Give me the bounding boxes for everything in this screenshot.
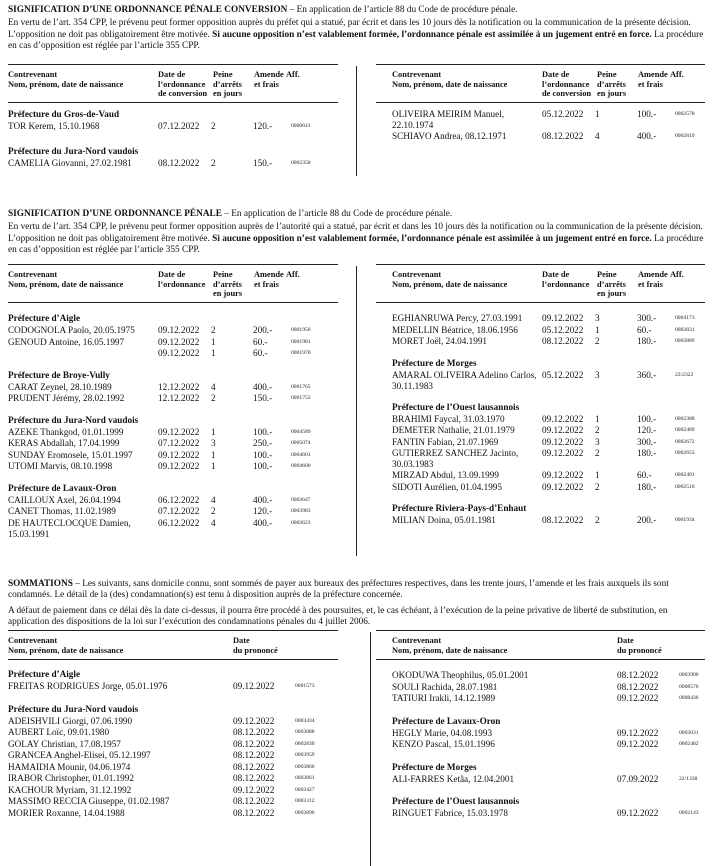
table-row-peine: 1 <box>595 413 600 424</box>
column-header-nom: Nom, prénom, date de naissance <box>8 79 124 89</box>
table-row-date: 09.12.2022 <box>542 481 584 492</box>
table-row-date: 09.12.2022 <box>233 784 275 795</box>
table-row-amende: 60.- <box>637 470 652 480</box>
column-header-date: l’ordonnance <box>158 279 206 289</box>
column-header-amende: et frais <box>638 279 663 289</box>
table-row-amende: 100.- <box>637 109 657 119</box>
table-row-date: 08.12.2022 <box>158 157 200 168</box>
table-row-aff: 0002830 <box>295 740 315 747</box>
prefecture-heading: Préfecture Riviera-Pays-d’Enhaut <box>392 503 527 513</box>
table-row-date: 08.12.2022 <box>617 681 659 692</box>
table-row-aff: 0004600 <box>291 463 311 469</box>
table-row-aff: 0004173 <box>675 315 695 321</box>
table-row-name: CANET Thomas, 11.02.1989 <box>8 506 116 516</box>
column-header-amende: et frais <box>254 79 279 89</box>
column-header-aff: Aff. <box>286 70 300 79</box>
table-row-name: SOULI Rachida, 28.07.1981 <box>392 681 498 692</box>
column-header-aff: Aff. <box>670 270 684 279</box>
table-row-amende: 400.- <box>253 517 273 528</box>
table-row-date: 08.12.2022 <box>233 750 275 760</box>
table-row-aff: 0001956 <box>291 327 311 333</box>
table-row-aff: 0005074 <box>291 440 311 446</box>
table-row-name: UTOMI Marvis, 08.10.1998 <box>8 461 113 471</box>
table-row-aff: 0003647 <box>291 496 311 503</box>
table-row-amende: 300.- <box>637 436 657 447</box>
table-row-aff: 0008436 <box>679 695 699 701</box>
table-row-aff: 0003861 <box>295 775 315 781</box>
column-header-nom: Nom, prénom, date de naissance <box>8 645 124 655</box>
table-row-aff: 0003900 <box>679 672 699 678</box>
table-row-date: 09.12.2022 <box>158 325 200 335</box>
column-header-peine: Peine <box>213 70 233 79</box>
section-title: SOMMATIONS <box>8 579 73 589</box>
table-row-date: 09.12.2022 <box>617 808 659 818</box>
column-header-date: Date de <box>158 270 186 279</box>
column-header-contrevenant: Contrevenant <box>392 270 442 279</box>
table-row-aff: 0002578 <box>675 111 695 117</box>
table-row-name: CARAT Zeynel, 28.10.1989 <box>8 381 112 392</box>
column-header-date: l’ordonnance <box>542 279 590 289</box>
table-row-name: HAMAIDIA Mounir, 04.06.1974 <box>8 761 131 772</box>
table-row-amende: 180.- <box>637 448 657 458</box>
column-header-amende: Amende <box>638 270 668 279</box>
column-header-nom: Nom, prénom, date de naissance <box>392 79 508 89</box>
table-row-peine: 1 <box>211 461 216 471</box>
table-rule <box>8 264 338 265</box>
section-sommations-intro: SOMMATIONS – Les suivants, sans domicile connu, sont sommés de payer aux bureaux des préfectures respectives, dans les trente jours, l’amende et les frais auxquels ils sont condamnés. Le détail de la (des) condamnation(s) est tenu à disposition auprès de la préfecture concernée. A défaut de paiement dans ce délai dès la date ci-dessus, il pourra être procédé à des poursuites, et, le cas échéant, à l’exécution de la peine privative de liberté de substitution, en application des dispositions de la loi sur l’exécution des condamnations pénales du 4 juillet 2006. <box>8 579 669 627</box>
column-header-peine: en jours <box>213 289 243 298</box>
table-rule <box>376 302 705 303</box>
table-row-aff: 22/2322 <box>675 371 694 378</box>
prefecture-heading: Préfecture du Gros-de-Vaud <box>8 109 120 119</box>
table-row-amende: 120.- <box>253 121 273 131</box>
column-header-amende: et frais <box>638 79 663 89</box>
table-row-name: TATIURI Irakli, 14.12.1989 <box>392 693 496 703</box>
table-row-date: 08.12.2022 <box>542 515 584 525</box>
table-row-name: GENOUD Antoine, 16.05.1997 <box>8 336 125 347</box>
table-row-peine: 3 <box>211 438 216 448</box>
column-header-contrevenant: Contrevenant <box>8 636 58 645</box>
table-row-aff: 0003896 <box>295 809 315 816</box>
column-header-date: de conversion <box>158 89 208 98</box>
table-row-peine: 1 <box>595 324 600 335</box>
table-row-date: 09.12.2022 <box>617 727 659 738</box>
table-row-name: KACHOUR Myriam, 31.12.1992 <box>8 784 132 795</box>
table-row-aff: 22/1338 <box>679 775 698 782</box>
table-row-aff: 0004589 <box>291 428 311 435</box>
column-header-peine: Peine <box>597 270 617 279</box>
column-header-peine: Peine <box>213 270 233 279</box>
prefecture-heading: Préfecture de l’Ouest lausannois <box>392 401 520 412</box>
table-row-peine: 2 <box>211 506 216 516</box>
column-header-contrevenant: Contrevenant <box>8 70 58 79</box>
table-row-peine: 1 <box>595 470 600 480</box>
column-header-nom: Nom, prénom, date de naissance <box>392 645 508 655</box>
table-rule <box>376 659 705 660</box>
section-ordonnance-intro: SIGNIFICATION D’UNE ORDONNANCE PÉNALE – En application de l’article 88 du Code de procédure pénale. En vertu de l’art. 354 CPP, le prévenu peut former opposition auprès de l’autorité qui a statué, par écrit et dans les 10 jours dès la notification ou la communication de la présente décision. L’opposition ne doit pas obligatoirement être motivée. Si aucune opposition n’est valablement formée, l’ordonnance pénale est assimilée à un jugement entré en force. La procédure en cas d’opposition est réglée par l’article 355 CPP. <box>8 209 704 255</box>
prefecture-heading: Préfecture de Broye-Vully <box>8 369 110 380</box>
table-row-amende: 300.- <box>637 313 657 323</box>
table-row-date: 09.12.2022 <box>617 693 659 703</box>
table-row-peine: 2 <box>211 121 216 131</box>
prefecture-heading: Préfecture de l’Ouest lausannois <box>392 796 520 806</box>
table-row-date: 09.12.2022 <box>542 313 584 323</box>
prefecture-heading: Préfecture du Jura-Nord vaudois <box>8 703 139 714</box>
table-row-aff: 0003959 <box>295 752 315 758</box>
table-row-aff: 0002491 <box>675 472 695 478</box>
table-row-name: MILIAN Doina, 05.01.1981 <box>392 515 496 525</box>
table-row-date: 05.12.2022 <box>542 109 584 119</box>
table-row-name: CAILLOUX Axel, 26.04.1994 <box>8 494 121 505</box>
table-row-date: 08.12.2022 <box>233 738 275 749</box>
table-row-date: 12.12.2022 <box>158 381 200 392</box>
table-row-date: 08.12.2022 <box>542 131 584 141</box>
table-row-date: 07.12.2022 <box>158 121 200 131</box>
table-row-peine: 4 <box>211 494 216 505</box>
table-row-name: KENZO Pascal, 15.01.1996 <box>392 739 495 749</box>
column-header-nom: Nom, prénom, date de naissance <box>392 279 508 289</box>
table-row-date: 09.12.2022 <box>542 436 584 447</box>
table-row-name: ALI-FARRES Ketâa, 12.04.2001 <box>392 773 515 784</box>
table-row-aff: 0001765 <box>291 383 311 390</box>
column-header-date: du prononcé <box>233 645 278 655</box>
prefecture-heading: Préfecture de Morges <box>392 761 477 772</box>
table-row-name: MIRZAD Abdul, 13.09.1999 <box>392 470 499 480</box>
column-header-date: Date de <box>542 70 570 79</box>
table-row-name: OLIVEIRA MEIRIM Manuel, 22.10.1974 <box>392 109 505 130</box>
table-row-date: 08.12.2022 <box>233 761 275 772</box>
column-header-date: Date <box>233 636 250 645</box>
table-row-name: DEMETER Nathalie, 21.01.1979 <box>392 425 515 435</box>
table-row-aff: 0003831 <box>675 326 695 333</box>
table-row-aff: 0003312 <box>295 798 315 804</box>
column-header-peine: d’arrêts <box>597 79 626 89</box>
table-row-aff: 0002516 <box>675 483 695 490</box>
table-row-aff: 0002819 <box>675 133 695 139</box>
table-row-amende: 150.- <box>253 157 273 168</box>
column-header-contrevenant: Contrevenant <box>392 70 442 79</box>
table-row-date: 08.12.2022 <box>542 336 584 346</box>
table-row-date: 06.12.2022 <box>158 517 200 528</box>
table-row-aff: 0001753 <box>291 395 311 401</box>
table-row-name: CODOGNOLA Paolo, 20.05.1975 <box>8 325 135 335</box>
table-row-name: AUBERT Loïc, 09.01.1980 <box>8 727 110 737</box>
table-row-peine: 2 <box>211 393 216 403</box>
column-header-nom: Nom, prénom, date de naissance <box>8 279 124 289</box>
table-row-aff: 0002489 <box>675 427 695 433</box>
column-header-date: du prononcé <box>617 645 662 655</box>
column-header-aff: Aff. <box>670 70 684 79</box>
table-row-amende: 120.- <box>637 425 657 435</box>
table-row-peine: 4 <box>211 517 216 528</box>
table-rule <box>8 64 338 65</box>
table-row-amende: 250.- <box>253 438 273 448</box>
table-rule <box>8 102 338 103</box>
prefecture-heading: Préfecture d’Aigle <box>8 669 81 679</box>
table-row-date: 07.12.2022 <box>158 438 200 448</box>
table-row-name: AMARAL OLIVEIRA Adelino Carlos, 30.11.1983 <box>392 369 537 391</box>
table-row-aff: 0002388 <box>675 415 695 422</box>
table-row-peine: 2 <box>595 515 600 525</box>
table-row-amende: 100.- <box>637 413 657 424</box>
prefecture-heading: Préfecture du Jura-Nord vaudois <box>8 414 139 425</box>
table-row-name: SIDOTI Aurélien, 01.04.1995 <box>392 481 502 492</box>
table-row-name: BRAHIMI Faycal, 31.03.1970 <box>392 413 505 424</box>
column-header-date: Date <box>617 636 634 645</box>
table-row-peine: 1 <box>211 336 216 347</box>
column-header-amende: Amende <box>638 70 668 79</box>
table-row-amende: 120.- <box>253 506 273 516</box>
table-row-peine: 1 <box>595 109 600 119</box>
table-row-amende: 360.- <box>637 369 657 380</box>
table-row-name: TOR Kerem, 15.10.1968 <box>8 121 100 131</box>
table-row-name: OKODUWA Theophilus, 05.01.2001 <box>392 670 529 680</box>
table-row-aff: 0004601 <box>291 451 311 458</box>
table-row-amende: 100.- <box>253 426 273 437</box>
column-header-peine: en jours <box>597 289 627 298</box>
table-row-date: 05.12.2022 <box>542 324 584 335</box>
table-rule <box>376 264 705 265</box>
table-row-date: 08.12.2022 <box>233 807 275 818</box>
prefecture-heading: Préfecture du Jura-Nord vaudois <box>8 145 139 156</box>
column-header-contrevenant: Contrevenant <box>392 636 442 645</box>
table-row-peine: 4 <box>211 381 216 392</box>
table-row-date: 12.12.2022 <box>158 393 200 403</box>
column-header-peine: d’arrêts <box>597 279 626 289</box>
table-row-date: 09.12.2022 <box>158 449 200 460</box>
table-row-aff: 0002143 <box>679 810 699 816</box>
prefecture-heading: Préfecture de Morges <box>392 357 477 368</box>
table-row-aff: 0002358 <box>291 159 311 166</box>
table-row-peine: 2 <box>595 336 600 346</box>
column-header-date: Date de <box>158 70 186 79</box>
table-row-date: 09.12.2022 <box>542 413 584 424</box>
table-row-date: 05.12.2022 <box>542 369 584 380</box>
table-row-aff: 0002672 <box>675 438 695 445</box>
table-row-amende: 60.- <box>637 324 652 335</box>
table-row-amende: 400.- <box>637 131 657 141</box>
table-row-peine: 2 <box>211 157 216 168</box>
table-row-aff: 0003889 <box>675 338 695 344</box>
table-row-date: 09.12.2022 <box>542 470 584 480</box>
table-row-amende: 200.- <box>637 515 657 525</box>
table-rule <box>376 64 705 65</box>
table-row-date: 09.12.2022 <box>233 715 275 726</box>
table-row-name: IRABOR Christopher, 01.01.1992 <box>8 773 134 783</box>
table-row-aff: 0003031 <box>679 729 699 736</box>
table-row-date: 07.09.2022 <box>617 773 659 784</box>
table-row-peine: 2 <box>595 425 600 435</box>
table-row-peine: 3 <box>595 313 600 323</box>
column-header-date: l’ordonnance <box>158 79 206 89</box>
table-rule <box>8 659 338 660</box>
table-row-name: MORET Joël, 24.04.1991 <box>392 336 488 346</box>
column-header-amende: Amende <box>254 270 284 279</box>
table-row-aff: 0001573 <box>295 683 315 689</box>
table-row-date: 09.12.2022 <box>542 425 584 435</box>
table-row-aff: 0001934 <box>675 517 695 523</box>
table-row-name: KERAS Abdallah, 17.04.1999 <box>8 438 120 448</box>
column-header-peine: en jours <box>597 89 627 98</box>
table-row-name: FANTIN Fabian, 21.07.1969 <box>392 436 499 447</box>
table-row-name: MORIER Roxanne, 14.04.1988 <box>8 807 125 818</box>
table-row-name: PRUDENT Jérémy, 28.02.1992 <box>8 393 125 403</box>
table-row-name: SCHIAVO Andrea, 08.12.1971 <box>392 131 507 141</box>
table-row-name: DE HAUTECLOCQUE Damien, 15.03.1991 <box>8 517 131 539</box>
table-row-peine: 1 <box>211 449 216 460</box>
table-row-date: 06.12.2022 <box>158 494 200 505</box>
table-row-name: CAMELIA Giovanni, 27.02.1981 <box>8 157 132 168</box>
table-row-amende: 180.- <box>637 481 657 492</box>
table-row-date: 09.12.2022 <box>158 348 200 358</box>
column-divider <box>356 266 357 556</box>
table-row-name: MEDELLIN Béatrice, 18.06.1956 <box>392 324 518 335</box>
table-row-date: 08.12.2022 <box>617 670 659 680</box>
table-row-date: 09.12.2022 <box>158 426 200 437</box>
table-row-amende: 400.- <box>253 494 273 505</box>
table-row-amende: 200.- <box>253 325 273 335</box>
table-row-amende: 100.- <box>253 449 273 460</box>
table-row-name: GRANCEA Anghel-Elisei, 05.12.1997 <box>8 750 151 760</box>
table-row-name: RINGUET Fabrice, 15.03.1978 <box>392 808 508 818</box>
table-row-date: 08.12.2022 <box>233 796 275 806</box>
column-header-amende: et frais <box>254 279 279 289</box>
table-row-amende: 60.- <box>253 348 268 358</box>
prefecture-heading: Préfecture de Lavaux-Oron <box>392 715 501 726</box>
column-header-date: l’ordonnance <box>542 79 590 89</box>
column-header-date: de conversion <box>542 89 592 98</box>
table-row-amende: 150.- <box>253 393 273 403</box>
section-conversion-intro: SIGNIFICATION D’UNE ORDONNANCE PÉNALE CONVERSION – En application de l’article 88 du Code de procédure pénale. En vertu de l’art. 354 CPP, le prévenu peut former opposition auprès du préfet qui a statué, par écrit et dans les 10 jours dès la notification ou la communication de la présente décision. L’opposition ne doit pas obligatoirement être motivée. Si aucune opposition n’est valablement formée, l’ordonnance pénale est assimilée à un jugement entré en force. La procédure en cas d’opposition est réglée par l’article 355 CPP. <box>8 5 704 51</box>
table-row-amende: 400.- <box>253 381 273 392</box>
prefecture-heading: Préfecture de Lavaux-Oron <box>8 482 117 493</box>
table-row-peine: 4 <box>595 131 600 141</box>
column-header-contrevenant: Contrevenant <box>8 270 58 279</box>
table-row-aff: 0003434 <box>295 717 315 724</box>
table-row-peine: 1 <box>211 348 216 358</box>
table-row-date: 09.12.2022 <box>542 448 584 458</box>
table-row-aff: 0002482 <box>679 741 699 747</box>
table-row-aff: 0001981 <box>291 338 311 345</box>
table-row-aff: 0008576 <box>679 683 699 690</box>
column-header-amende: Amende <box>254 70 284 79</box>
table-row-date: 07.12.2022 <box>158 506 200 516</box>
table-row-peine: 3 <box>595 436 600 447</box>
table-row-amende: 60.- <box>253 336 268 347</box>
table-row-peine: 3 <box>595 369 600 380</box>
table-row-peine: 1 <box>211 426 216 437</box>
column-header-peine: Peine <box>597 70 617 79</box>
column-header-peine: d’arrêts <box>213 79 242 89</box>
column-header-peine: d’arrêts <box>213 279 242 289</box>
table-rule <box>376 102 705 103</box>
table-row-date: 08.12.2022 <box>233 727 275 737</box>
table-row-aff: 0003983 <box>291 508 311 514</box>
column-header-date: Date de <box>542 270 570 279</box>
table-row-date: 09.12.2022 <box>233 681 275 691</box>
table-row-aff: 0003623 <box>291 519 311 526</box>
column-header-peine: en jours <box>213 89 243 98</box>
section-title: SIGNIFICATION D’UNE ORDONNANCE PÉNALE CONVERSION <box>8 5 288 15</box>
table-row-date: 09.12.2022 <box>158 461 200 471</box>
table-row-aff: 0003860 <box>295 763 315 770</box>
table-row-amende: 100.- <box>253 461 273 471</box>
section-title: SIGNIFICATION D’UNE ORDONNANCE PÉNALE <box>8 209 222 219</box>
column-header-aff: Aff. <box>286 270 300 279</box>
table-row-aff: 0000641 <box>291 123 311 129</box>
table-row-date: 08.12.2022 <box>233 773 275 783</box>
column-divider <box>370 632 371 866</box>
prefecture-heading: Préfecture d’Aigle <box>8 313 81 323</box>
table-row-name: SUNDAY Eromosele, 15.01.1997 <box>8 449 133 460</box>
table-row-name: EGHIANRUWA Percy, 27.03.1991 <box>392 313 523 323</box>
table-row-aff: 0003427 <box>295 786 315 793</box>
table-row-aff: 0002653 <box>675 450 695 456</box>
table-row-name: AZEKE Thankgod, 01.01.1999 <box>8 426 124 437</box>
table-row-name: ADEISHVILI Giorgi, 07.06.1990 <box>8 715 133 726</box>
table-row-amende: 180.- <box>637 336 657 346</box>
table-row-peine: 2 <box>595 481 600 492</box>
table-row-name: HEGLY Marie, 04.08.1993 <box>392 727 493 738</box>
table-rule <box>8 302 338 303</box>
table-row-peine: 2 <box>211 325 216 335</box>
table-row-date: 09.12.2022 <box>158 336 200 347</box>
table-row-name: GUTIERREZ SANCHEZ Jacinto, 30.03.1983 <box>392 448 519 469</box>
table-row-date: 09.12.2022 <box>617 739 659 749</box>
table-row-name: MASSIMO RECCIA Giuseppe, 01.02.1987 <box>8 796 170 806</box>
table-row-name: GOLAY Christian, 17.08.1957 <box>8 738 121 749</box>
table-row-aff: 0003088 <box>295 729 315 735</box>
table-row-peine: 2 <box>595 448 600 458</box>
column-divider <box>356 66 357 176</box>
table-row-name: FREITAS RODRIGUES Jorge, 05.01.1976 <box>8 681 168 691</box>
table-row-aff: 0001970 <box>291 350 311 356</box>
